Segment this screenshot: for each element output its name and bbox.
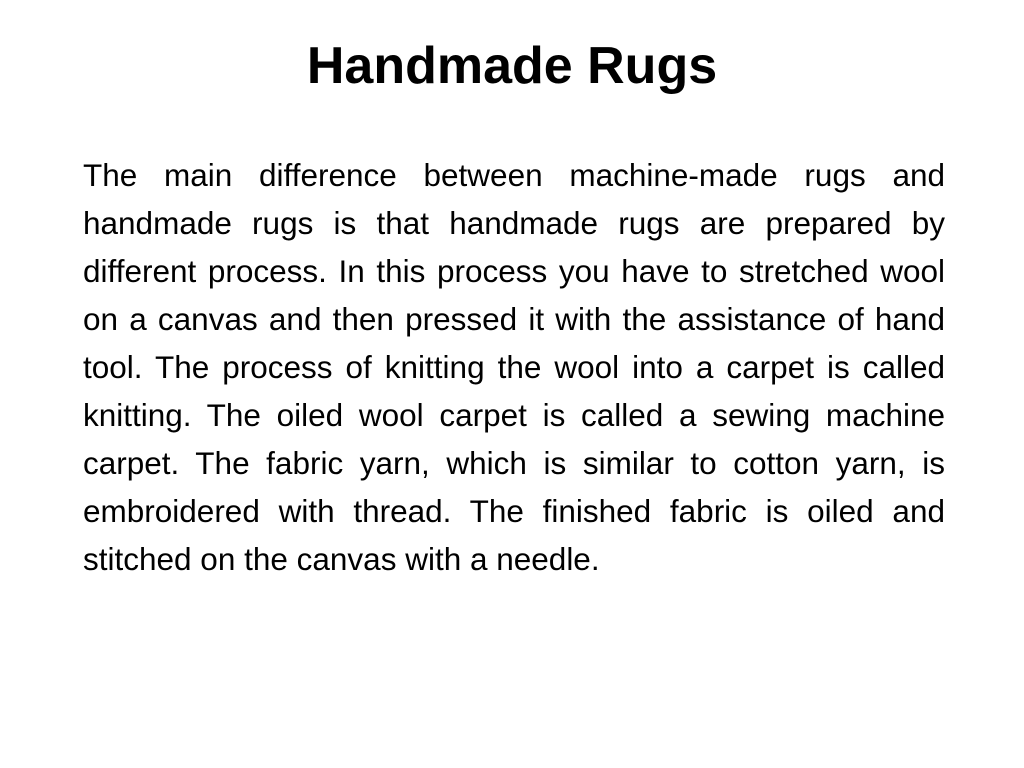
slide-body-text: The main difference between machine-made rugs and handmade rugs is that handmade rugs are prepared by different process. In this process you have to stretched wool on a canvas and then pressed it with the assistance of hand tool. The process of knitting the wool into a carpet is called knitting. The oiled wool carpet is called a sewing machine carpet. The fabric yarn, which is similar to cotton yarn, is embroidered with thread. The finished fabric is oiled and stitched on the canvas with a needle.: [83, 157, 945, 577]
slide-title: Handmade Rugs: [306, 37, 718, 95]
